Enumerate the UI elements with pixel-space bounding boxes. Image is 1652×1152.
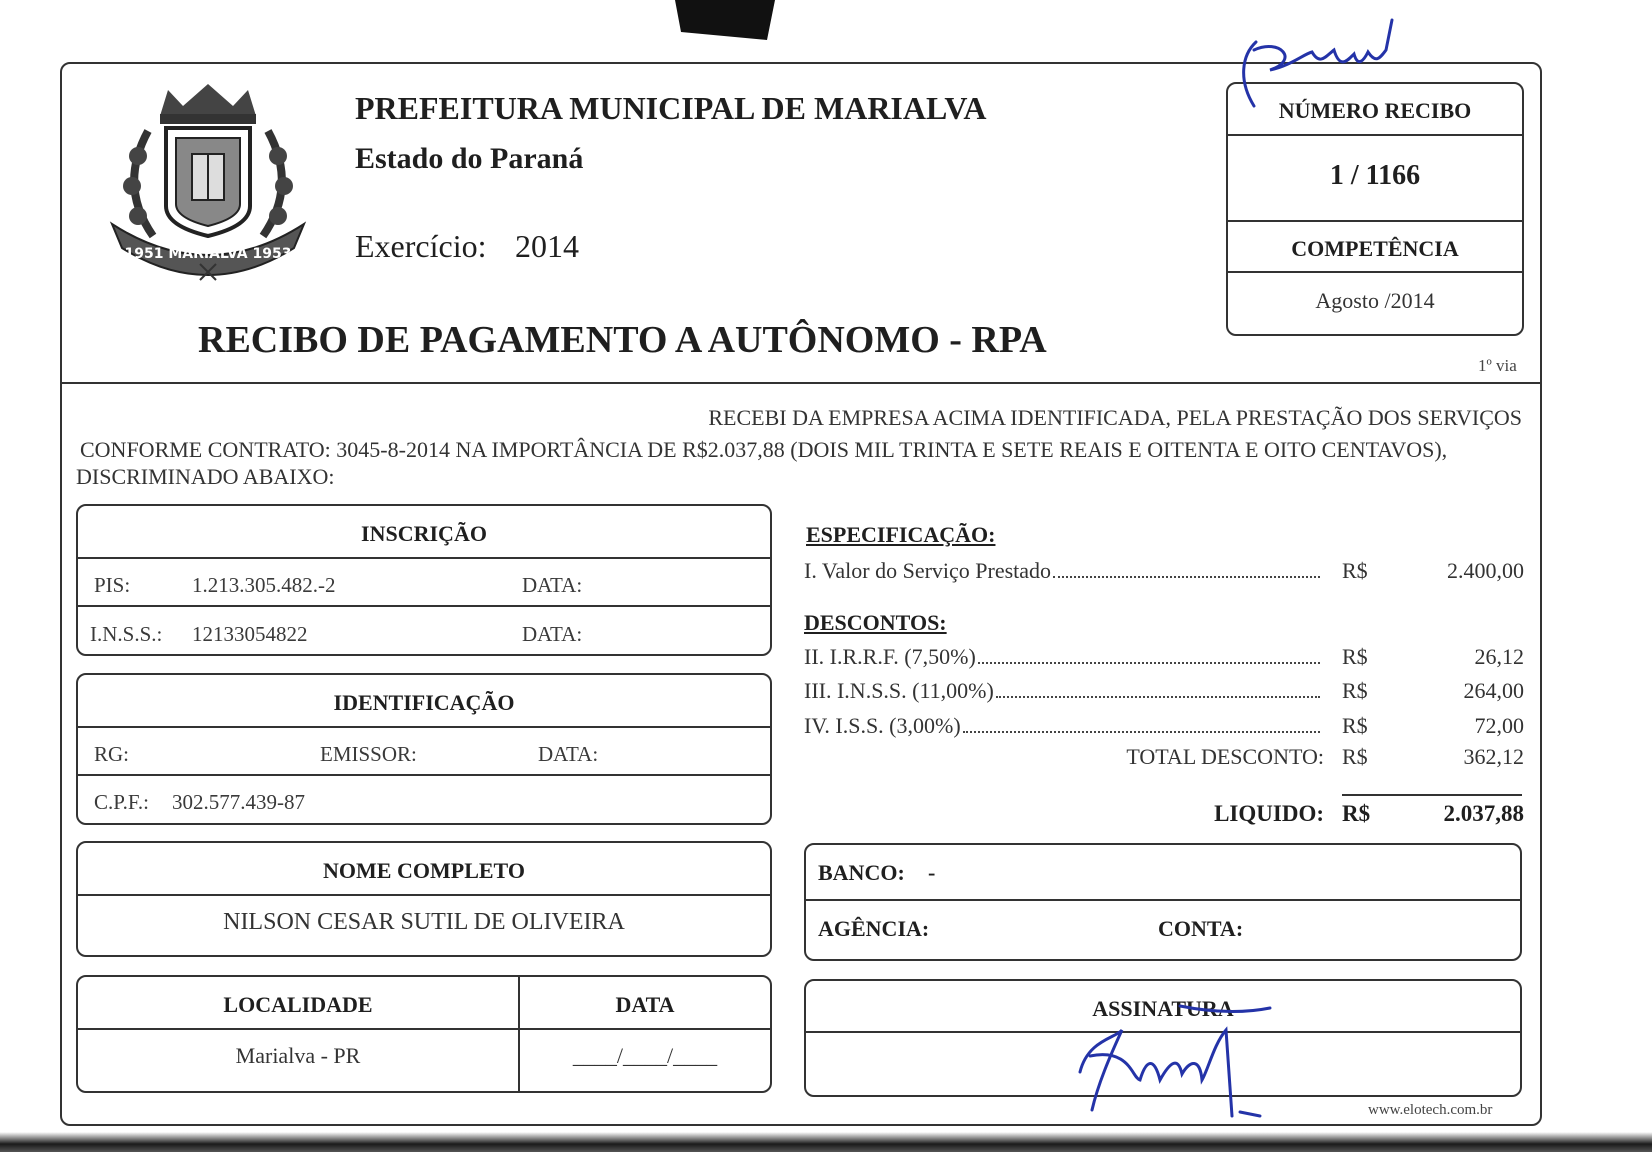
total-desconto-currency: R$ bbox=[1342, 744, 1368, 769]
item-1-row bbox=[804, 558, 1326, 584]
document-title: RECIBO DE PAGAMENTO A AUTÔNOMO - RPA bbox=[198, 319, 1047, 361]
municipality-title: PREFEITURA MUNICIPAL DE MARIALVA bbox=[355, 90, 987, 126]
statement-line-2: CONFORME CONTRATO: 3045-8-2014 NA IMPORTÂNCIA DE R$2.037,88 (DOIS MIL TRINTA E SETE REAIS E OITENTA E OITO CENTAVOS), bbox=[80, 437, 1448, 462]
identificacao-date-label: DATA: bbox=[538, 742, 599, 766]
item-4-value: 72,00 bbox=[1474, 713, 1524, 738]
banco-box bbox=[804, 843, 1522, 961]
item-4-label: IV. I.S.S. (3,00%) bbox=[804, 713, 961, 738]
banco-label: BANCO: bbox=[818, 860, 905, 885]
statement-line-1: RECEBI DA EMPRESA ACIMA IDENTIFICADA, PELA PRESTAÇÃO DOS SERVIÇOS bbox=[708, 405, 1522, 430]
liquido-value: 2.037,88 bbox=[1443, 801, 1524, 826]
inss-value: 12133054822 bbox=[192, 622, 308, 646]
inscricao-title: INSCRIÇÃO bbox=[361, 521, 487, 546]
item-3-row bbox=[804, 678, 1326, 704]
nome-box bbox=[76, 841, 772, 957]
emissor-label: EMISSOR: bbox=[320, 742, 417, 766]
via-label: 1º via bbox=[1478, 356, 1517, 375]
banco-value: - bbox=[928, 860, 936, 885]
nome-value: NILSON CESAR SUTIL DE OLIVEIRA bbox=[223, 909, 625, 935]
competence-label: COMPETÊNCIA bbox=[1291, 236, 1459, 261]
localidade-value: Marialva - PR bbox=[235, 1043, 361, 1068]
data-title: DATA bbox=[615, 992, 675, 1017]
pis-label: PIS: bbox=[94, 573, 131, 597]
data-value: ____/____/____ bbox=[572, 1043, 718, 1068]
item-1-label: I. Valor do Serviço Prestado bbox=[804, 558, 1052, 583]
statement-line-3: DISCRIMINADO ABAIXO: bbox=[76, 464, 335, 489]
assinatura-title: ASSINATURA bbox=[1092, 996, 1234, 1021]
localidade-title: LOCALIDADE bbox=[223, 992, 373, 1017]
receipt-number-label: NÚMERO RECIBO bbox=[1278, 98, 1472, 123]
scan-artifact-top bbox=[675, 0, 775, 40]
footer-website: www.elotech.com.br bbox=[1368, 1102, 1493, 1118]
item-3-value: 264,00 bbox=[1463, 678, 1524, 703]
header-divider bbox=[60, 382, 1540, 384]
receipt-number-value: 1 / 1166 bbox=[1329, 160, 1421, 191]
total-desconto-label: TOTAL DESCONTO: bbox=[1126, 744, 1324, 769]
item-3-label: III. I.N.S.S. (11,00%) bbox=[804, 678, 994, 703]
pis-date-label: DATA: bbox=[522, 573, 583, 597]
inss-label: I.N.S.S.: bbox=[90, 622, 163, 646]
rg-label: RG: bbox=[94, 742, 130, 766]
item-2-row bbox=[804, 644, 1326, 670]
item-4-row bbox=[804, 713, 1326, 739]
especificacao-title: ESPECIFICAÇÃO: bbox=[806, 522, 996, 547]
municipal-seal-icon bbox=[108, 76, 308, 286]
item-2-value: 26,12 bbox=[1474, 644, 1524, 669]
item-2-label: II. I.R.R.F. (7,50%) bbox=[804, 644, 976, 669]
liquido-currency: R$ bbox=[1342, 801, 1371, 826]
exercise-label: Exercício: bbox=[355, 228, 487, 264]
localidade-box bbox=[76, 975, 772, 1093]
item-2-currency: R$ bbox=[1342, 644, 1368, 669]
total-desconto-value: 362,12 bbox=[1463, 744, 1524, 769]
total-rule bbox=[1342, 794, 1522, 796]
exercise-year: 2014 bbox=[515, 228, 579, 264]
item-1-value: 2.400,00 bbox=[1447, 558, 1524, 583]
seal-ribbon-text: 1951 MARIALVA 1953 bbox=[124, 246, 292, 262]
pis-value: 1.213.305.482.-2 bbox=[192, 573, 336, 597]
receipt-number-box bbox=[1226, 82, 1524, 336]
cpf-value: 302.577.439-87 bbox=[172, 790, 305, 814]
inss-date-label: DATA: bbox=[522, 622, 583, 646]
nome-title: NOME COMPLETO bbox=[323, 858, 525, 883]
identificacao-title: IDENTIFICAÇÃO bbox=[333, 690, 515, 715]
handwritten-signature-icon bbox=[1070, 1000, 1290, 1120]
item-3-currency: R$ bbox=[1342, 678, 1368, 703]
conta-label: CONTA: bbox=[1158, 916, 1244, 941]
item-4-currency: R$ bbox=[1342, 713, 1368, 738]
item-1-currency: R$ bbox=[1342, 558, 1368, 583]
descontos-title: DESCONTOS: bbox=[804, 610, 947, 635]
cpf-label: C.P.F.: bbox=[94, 790, 149, 814]
identificacao-box bbox=[76, 673, 772, 825]
scan-artifact-bottom bbox=[0, 1132, 1652, 1152]
liquido-label: LIQUIDO: bbox=[1214, 801, 1324, 826]
state-name: Estado do Paraná bbox=[355, 142, 584, 175]
handwritten-initials-icon bbox=[1230, 0, 1430, 120]
agencia-label: AGÊNCIA: bbox=[818, 916, 930, 941]
competence-value: Agosto /2014 bbox=[1315, 288, 1435, 313]
inscricao-box bbox=[76, 504, 772, 656]
